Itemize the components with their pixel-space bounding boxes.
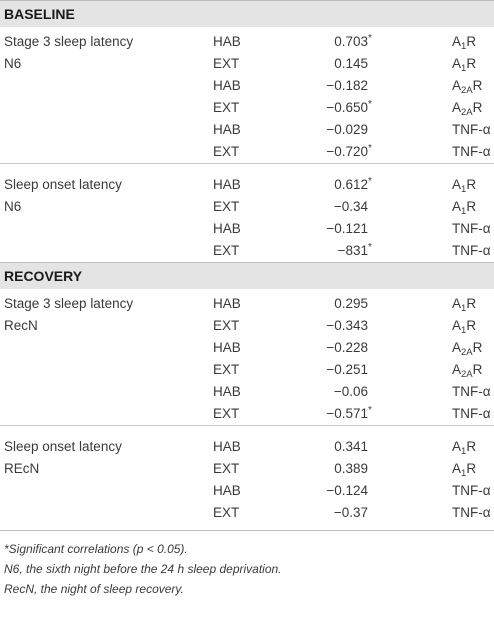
row-receptor	[452, 141, 491, 168]
group-spacer	[0, 426, 494, 436]
row-correlation	[290, 97, 372, 119]
row-measure-label: N6	[4, 56, 22, 71]
receptor-subscript: 1	[461, 325, 467, 336]
correlation-value: −0.37	[333, 505, 368, 520]
row-condition: HAB	[213, 483, 241, 498]
table-row	[0, 196, 494, 218]
row-correlation	[290, 119, 368, 141]
row-correlation	[290, 359, 368, 381]
table-row	[0, 359, 494, 381]
row-measure-label: N6	[4, 199, 22, 214]
row-correlation	[290, 240, 372, 262]
table-row	[0, 458, 494, 480]
receptor-suffix: R	[466, 461, 477, 476]
significance-marker: *	[368, 143, 372, 154]
receptor-main: A	[452, 56, 462, 71]
correlation-value: 0.145	[334, 56, 368, 71]
row-correlation	[290, 480, 368, 502]
receptor-suffix: R	[472, 100, 483, 115]
correlation-value: −0.182	[326, 78, 368, 93]
receptor-main: TNF-α	[452, 384, 491, 399]
row-condition: EXT	[213, 318, 240, 333]
correlation-value: −0.720	[326, 144, 368, 159]
row-condition: EXT	[213, 100, 240, 115]
receptor-main: TNF-α	[452, 243, 491, 258]
table-row	[0, 381, 494, 403]
correlation-value: 0.612	[334, 177, 368, 192]
receptor-main: TNF-α	[452, 221, 491, 236]
row-correlation	[290, 315, 368, 337]
receptor-main: A	[452, 461, 462, 476]
receptor-suffix: R	[466, 56, 477, 71]
footnote-significance: *Significant correlations (p < 0.05).	[4, 542, 188, 556]
row-correlation	[290, 502, 368, 524]
correlation-value: −0.029	[326, 122, 368, 137]
significance-marker: *	[368, 33, 372, 44]
row-correlation	[290, 293, 368, 315]
row-correlation	[290, 31, 372, 53]
receptor-subscript: 1	[461, 184, 467, 195]
receptor-main: A	[452, 296, 462, 311]
table-row	[0, 315, 494, 337]
row-condition: HAB	[213, 439, 241, 454]
receptor-main: A	[452, 340, 462, 355]
row-measure-label: RecN	[4, 318, 38, 333]
receptor-suffix: R	[472, 340, 483, 355]
row-condition: HAB	[213, 221, 241, 236]
correlation-value: 0.389	[334, 461, 368, 476]
receptor-suffix: R	[466, 296, 477, 311]
table-row	[0, 436, 494, 458]
receptor-main: A	[452, 177, 462, 192]
row-condition: EXT	[213, 505, 240, 520]
receptor-subscript: 2A	[461, 347, 473, 358]
correlation-value: 0.295	[334, 296, 368, 311]
row-measure-label: REcN	[4, 461, 40, 476]
receptor-suffix: R	[472, 78, 483, 93]
receptor-suffix: R	[466, 34, 477, 49]
table-row	[0, 293, 494, 315]
table-row	[0, 480, 494, 502]
receptor-suffix: R	[466, 439, 477, 454]
receptor-subscript: 1	[461, 446, 467, 457]
receptor-subscript: 1	[461, 41, 467, 52]
table-row	[0, 403, 494, 425]
table-row	[0, 31, 494, 53]
table-row	[0, 240, 494, 262]
footnote-recn: RecN, the night of sleep recovery.	[4, 582, 184, 596]
significance-marker: *	[368, 405, 372, 416]
row-condition: EXT	[213, 362, 240, 377]
correlation-value: −0.571	[326, 406, 368, 421]
receptor-suffix: R	[472, 362, 483, 377]
correlation-value: −0.124	[326, 483, 368, 498]
significance-marker: *	[368, 242, 372, 253]
receptor-main: A	[452, 199, 462, 214]
row-correlation	[290, 403, 372, 425]
receptor-subscript: 2A	[461, 85, 473, 96]
correlation-value: −0.650	[326, 100, 368, 115]
receptor-main: A	[452, 34, 462, 49]
receptor-main: TNF-α	[452, 483, 491, 498]
table-row	[0, 337, 494, 359]
row-measure-label: Stage 3 sleep latency	[4, 296, 134, 311]
row-correlation	[290, 458, 368, 480]
receptor-main: A	[452, 439, 462, 454]
significance-marker: *	[368, 176, 372, 187]
section-header: RECOVERY	[0, 262, 494, 289]
correlation-value: −0.121	[326, 221, 368, 236]
row-measure-label: Sleep onset latency	[4, 439, 122, 454]
receptor-main: TNF-α	[452, 144, 491, 159]
receptor-main: TNF-α	[452, 122, 491, 137]
row-condition: EXT	[213, 144, 240, 159]
row-correlation	[290, 218, 368, 240]
receptor-subscript: 1	[461, 468, 467, 479]
correlation-value: −0.34	[333, 199, 368, 214]
table-row	[0, 75, 494, 97]
correlation-value: −0.251	[326, 362, 368, 377]
row-condition: HAB	[213, 34, 241, 49]
receptor-suffix: R	[466, 177, 477, 192]
row-condition: HAB	[213, 122, 241, 137]
row-receptor	[452, 403, 491, 430]
row-measure-label: Stage 3 sleep latency	[4, 34, 134, 49]
receptor-main: TNF-α	[452, 505, 491, 520]
receptor-main: A	[452, 362, 462, 377]
table-row	[0, 174, 494, 196]
row-condition: EXT	[213, 243, 240, 258]
table-row	[0, 502, 494, 524]
row-correlation	[290, 196, 368, 218]
row-condition: EXT	[213, 56, 240, 71]
row-correlation	[290, 53, 368, 75]
row-condition: HAB	[213, 78, 241, 93]
receptor-subscript: 2A	[461, 369, 473, 380]
significance-marker: *	[368, 99, 372, 110]
receptor-main: TNF-α	[452, 406, 491, 421]
table-row	[0, 141, 494, 163]
group-spacer	[0, 164, 494, 174]
row-correlation	[290, 337, 368, 359]
table-row	[0, 218, 494, 240]
table-row	[0, 119, 494, 141]
receptor-main: A	[452, 78, 462, 93]
row-measure-label: Sleep onset latency	[4, 177, 122, 192]
row-receptor	[452, 502, 491, 529]
receptor-suffix: R	[466, 199, 477, 214]
receptor-subscript: 1	[461, 303, 467, 314]
table-row	[0, 53, 494, 75]
row-condition: HAB	[213, 296, 241, 311]
row-correlation	[290, 436, 368, 458]
table-footnotes	[0, 530, 494, 599]
section-header: BASELINE	[0, 0, 494, 27]
correlation-value: −0.228	[326, 340, 368, 355]
row-correlation	[290, 75, 368, 97]
correlation-value: −0.343	[326, 318, 368, 333]
row-correlation	[290, 381, 368, 403]
row-correlation	[290, 174, 372, 196]
correlation-value: −831	[337, 243, 368, 258]
receptor-subscript: 1	[461, 206, 467, 217]
row-condition: EXT	[213, 406, 240, 421]
receptor-main: A	[452, 100, 462, 115]
footnote-n6: N6, the sixth night before the 24 h sleep deprivation.	[4, 562, 282, 576]
correlation-value: 0.341	[334, 439, 368, 454]
correlation-value: −0.06	[333, 384, 368, 399]
row-condition: EXT	[213, 199, 240, 214]
row-condition: EXT	[213, 461, 240, 476]
receptor-subscript: 2A	[461, 107, 473, 118]
receptor-main: A	[452, 318, 462, 333]
receptor-suffix: R	[466, 318, 477, 333]
row-receptor	[452, 240, 491, 267]
row-condition: HAB	[213, 177, 241, 192]
correlation-value: 0.703	[334, 34, 368, 49]
table-row	[0, 97, 494, 119]
row-correlation	[290, 141, 372, 163]
receptor-subscript: 1	[461, 63, 467, 74]
row-condition: HAB	[213, 384, 241, 399]
row-condition: HAB	[213, 340, 241, 355]
